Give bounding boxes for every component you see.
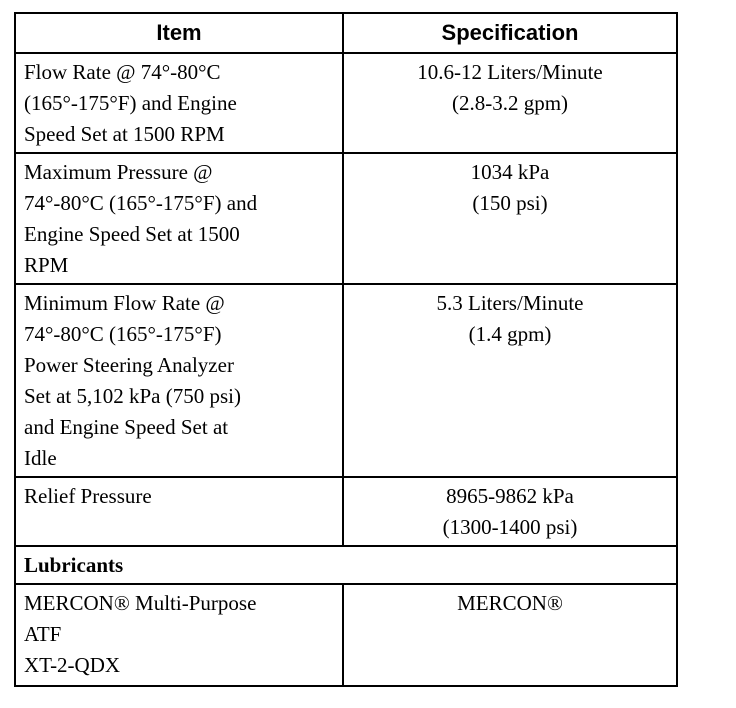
item-text-line: Flow Rate @ 74°-80°C [24, 60, 221, 84]
item-text-line: Speed Set at 1500 RPM [24, 122, 225, 146]
spec-text-line: (1300-1400 psi) [442, 515, 578, 539]
item-text-line: Maximum Pressure @ [24, 160, 213, 184]
lubricants-section-title: Lubricants [15, 546, 677, 584]
item-cell [15, 53, 343, 153]
item-text-line: Power Steering Analyzer [24, 353, 234, 377]
item-column-header: Item [15, 13, 343, 53]
spec-text-line: 8965-9862 kPa [446, 484, 574, 508]
table-row [15, 153, 677, 284]
item-text-line: Engine Speed Set at 1500 [24, 222, 240, 246]
table-row [15, 584, 677, 686]
item-text-line: Relief Pressure [24, 484, 152, 508]
spec-text-line: (1.4 gpm) [468, 322, 552, 346]
item-cell [15, 477, 343, 546]
specification-cell [343, 477, 677, 546]
spec-text-line: 1034 kPa [470, 160, 550, 184]
item-text-line: Set at 5,102 kPa (750 psi) [24, 384, 241, 408]
item-cell [15, 153, 343, 284]
specification-column-header: Specification [343, 13, 677, 53]
item-text-line: 74°-80°C (165°-175°F) [24, 322, 222, 346]
table-row [15, 284, 677, 477]
specification-cell [343, 53, 677, 153]
spec-text-line: 10.6-12 Liters/Minute [417, 60, 603, 84]
specification-cell [343, 284, 677, 477]
item-text-line: MERCON® Multi-Purpose [24, 591, 257, 615]
table-row [15, 53, 677, 153]
item-text-line: Idle [24, 446, 57, 470]
item-text-line: Minimum Flow Rate @ [24, 291, 225, 315]
item-cell [15, 284, 343, 477]
item-text-line: and Engine Speed Set at [24, 415, 229, 439]
item-text-line: 74°-80°C (165°-175°F) and [24, 191, 258, 215]
spec-text-line: (150 psi) [472, 191, 548, 215]
item-text-line: ATF [24, 622, 62, 646]
item-text-line: (165°-175°F) and Engine [24, 91, 237, 115]
table-header-row [15, 13, 677, 53]
section-header-row [15, 546, 677, 584]
item-text-line: XT-2-QDX [24, 653, 121, 677]
spec-text-line: 5.3 Liters/Minute [436, 291, 584, 315]
spec-text-line: MERCON® [457, 591, 563, 615]
item-cell [15, 584, 343, 686]
specification-cell [343, 584, 677, 686]
spec-text-line: (2.8-3.2 gpm) [451, 91, 569, 115]
item-text-line: RPM [24, 253, 69, 277]
specification-table [14, 12, 678, 687]
table-row [15, 477, 677, 546]
specification-cell [343, 153, 677, 284]
